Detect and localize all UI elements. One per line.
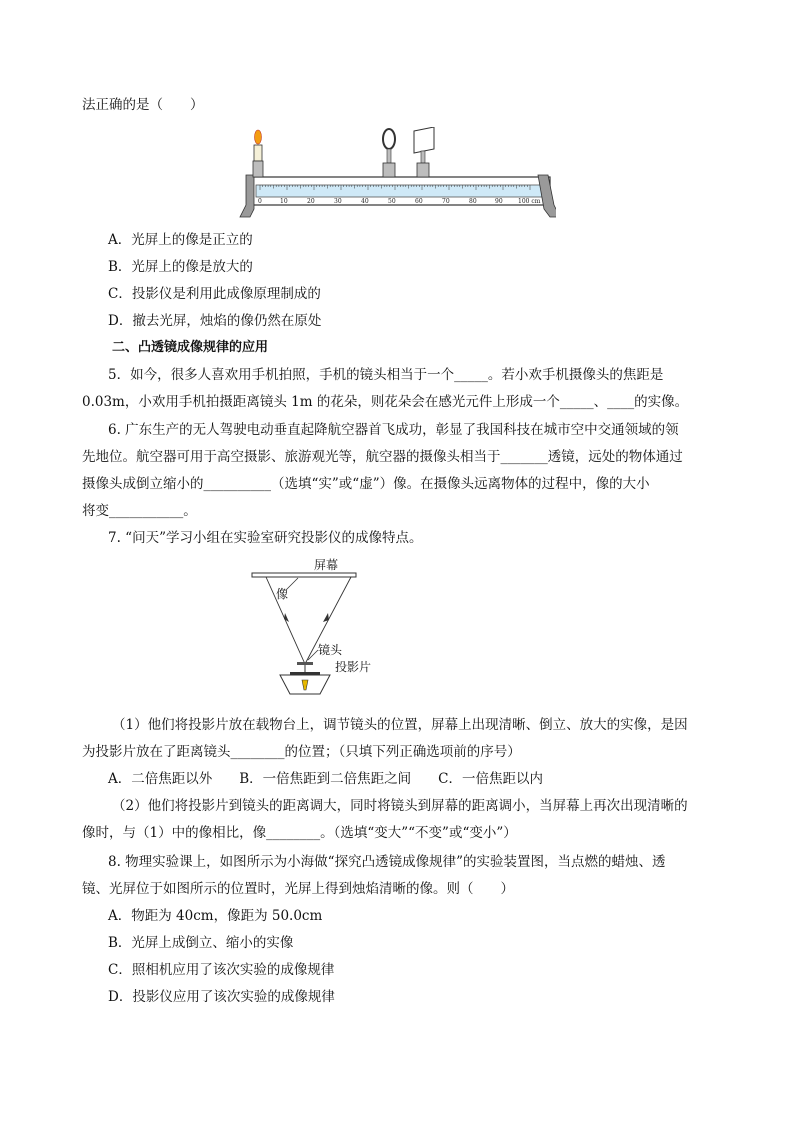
q5-line2: 0.03m，小欢用手机拍摄距离镜头 1m 的花朵，则花朵会在感光元件上形成一个_____、____的实像。 (82, 394, 689, 410)
q7-part2-line1: （2）他们将投影片到镜头的距离调大，同时将镜头到屏幕的距离调小，当屏幕上再次出现清晰的 (112, 798, 688, 814)
projector-lens (297, 662, 313, 665)
light-screen (414, 127, 434, 177)
lens-holder (383, 163, 395, 177)
optical-bench-figure (236, 127, 556, 222)
option-d: D．撤去光屏，烛焰的像仍然在原处 (108, 313, 322, 329)
screen-plate (414, 127, 434, 153)
q6-line2: 先地位。航空器可用于高空摄影、旅游观光等，航空器的摄像头相当于_______透镜，远处的物体通过 (82, 449, 683, 465)
ray-arrow-left (284, 613, 289, 622)
projector-screen (252, 573, 356, 577)
tick-label: 80 (469, 198, 477, 205)
tick-label: 50 (388, 198, 396, 205)
slide-label: 投影片 (335, 660, 372, 674)
screen-label: 屏幕 (314, 558, 339, 572)
tick-label: 10 (280, 198, 288, 205)
image-label: 像 (276, 587, 289, 601)
candle-flame (255, 130, 262, 144)
q7-part1-options: A．二倍焦距以外 B．一倍焦距到二倍焦距之间 C．一倍焦距以内 (108, 771, 543, 787)
q7-part1-line2: 为投影片放在了距离镜头________的位置；（只填下列正确选项前的序号） (82, 744, 521, 760)
q7-part1-line1: （1）他们将投影片放在载物台上，调节镜头的位置，屏幕上出现清晰、倒立、放大的实像，是因 (112, 717, 688, 733)
q8-option-c: C．照相机应用了该次实验的成像规律 (108, 962, 335, 978)
tick-label: 70 (442, 198, 450, 205)
candle-body (254, 145, 262, 161)
section-heading: 二、凸透镜成像规律的应用 (112, 340, 269, 355)
option-b: B．光屏上的像是放大的 (108, 259, 253, 275)
tick-label: 0 (258, 198, 262, 205)
projector-figure (248, 556, 408, 706)
tick-label: 20 (307, 198, 315, 205)
q6-line1: 6. 广东生产的无人驾驶电动垂直起降航空器首飞成功，彰显了我国科技在城市空中交通领域的领 (108, 422, 679, 438)
q8-line1: 8. 物理实验课上，如图所示为小海做“探究凸透镜成像规律”的实验装置图，当点燃的蜡烛、透 (108, 854, 666, 870)
screen-stand (421, 151, 425, 163)
tick-label: 40 (361, 198, 369, 205)
q7-part2-line2: 像时，与（1）中的像相比，像________。（选填“变大”“不变”或“变小”） (82, 825, 517, 841)
q8-line2: 镜、光屏位于如图所示的位置时，光屏上得到烛焰清晰的像。则（ ） (82, 881, 514, 897)
q6-line4: 将变___________。 (82, 503, 197, 519)
tick-label: 100 cm (518, 198, 541, 205)
tick-label: 30 (334, 198, 342, 205)
lens-label: 镜头 (318, 643, 343, 657)
lens-stand (387, 149, 391, 163)
q8-option-d: D．投影仪应用了该次实验的成像规律 (108, 989, 335, 1005)
option-a: A．光屏上的像是正立的 (108, 232, 253, 248)
lens-ring (383, 129, 395, 149)
q5-line1: 5．如今，很多人喜欢用手机拍照，手机的镜头相当于一个_____。若小欢手机摄像头的焦距是 (108, 367, 664, 383)
option-c: C．投影仪是利用此成像原理制成的 (108, 286, 321, 302)
candle-holder (253, 161, 263, 177)
bench-scale-strip (256, 185, 546, 197)
convex-lens (383, 129, 395, 177)
q6-line3: 摄像头成倒立缩小的__________（选填“实”或“虚”）像。在摄像头远离物体的过程中，像的大小 (82, 476, 650, 492)
candle (253, 130, 263, 177)
q8-option-b: B．光屏上成倒立、缩小的实像 (108, 935, 294, 951)
q8-option-a: A．物距为 40cm，像距为 50.0cm (108, 908, 323, 924)
question-stem-end: 法正确的是（ ） (82, 97, 204, 113)
q7-stem: 7. “问天”学习小组在实验室研究投影仪的成像特点。 (108, 530, 423, 546)
tick-label: 60 (415, 198, 423, 205)
bench-left-support (240, 175, 254, 217)
tick-label: 90 (495, 198, 503, 205)
screen-holder (417, 163, 429, 177)
